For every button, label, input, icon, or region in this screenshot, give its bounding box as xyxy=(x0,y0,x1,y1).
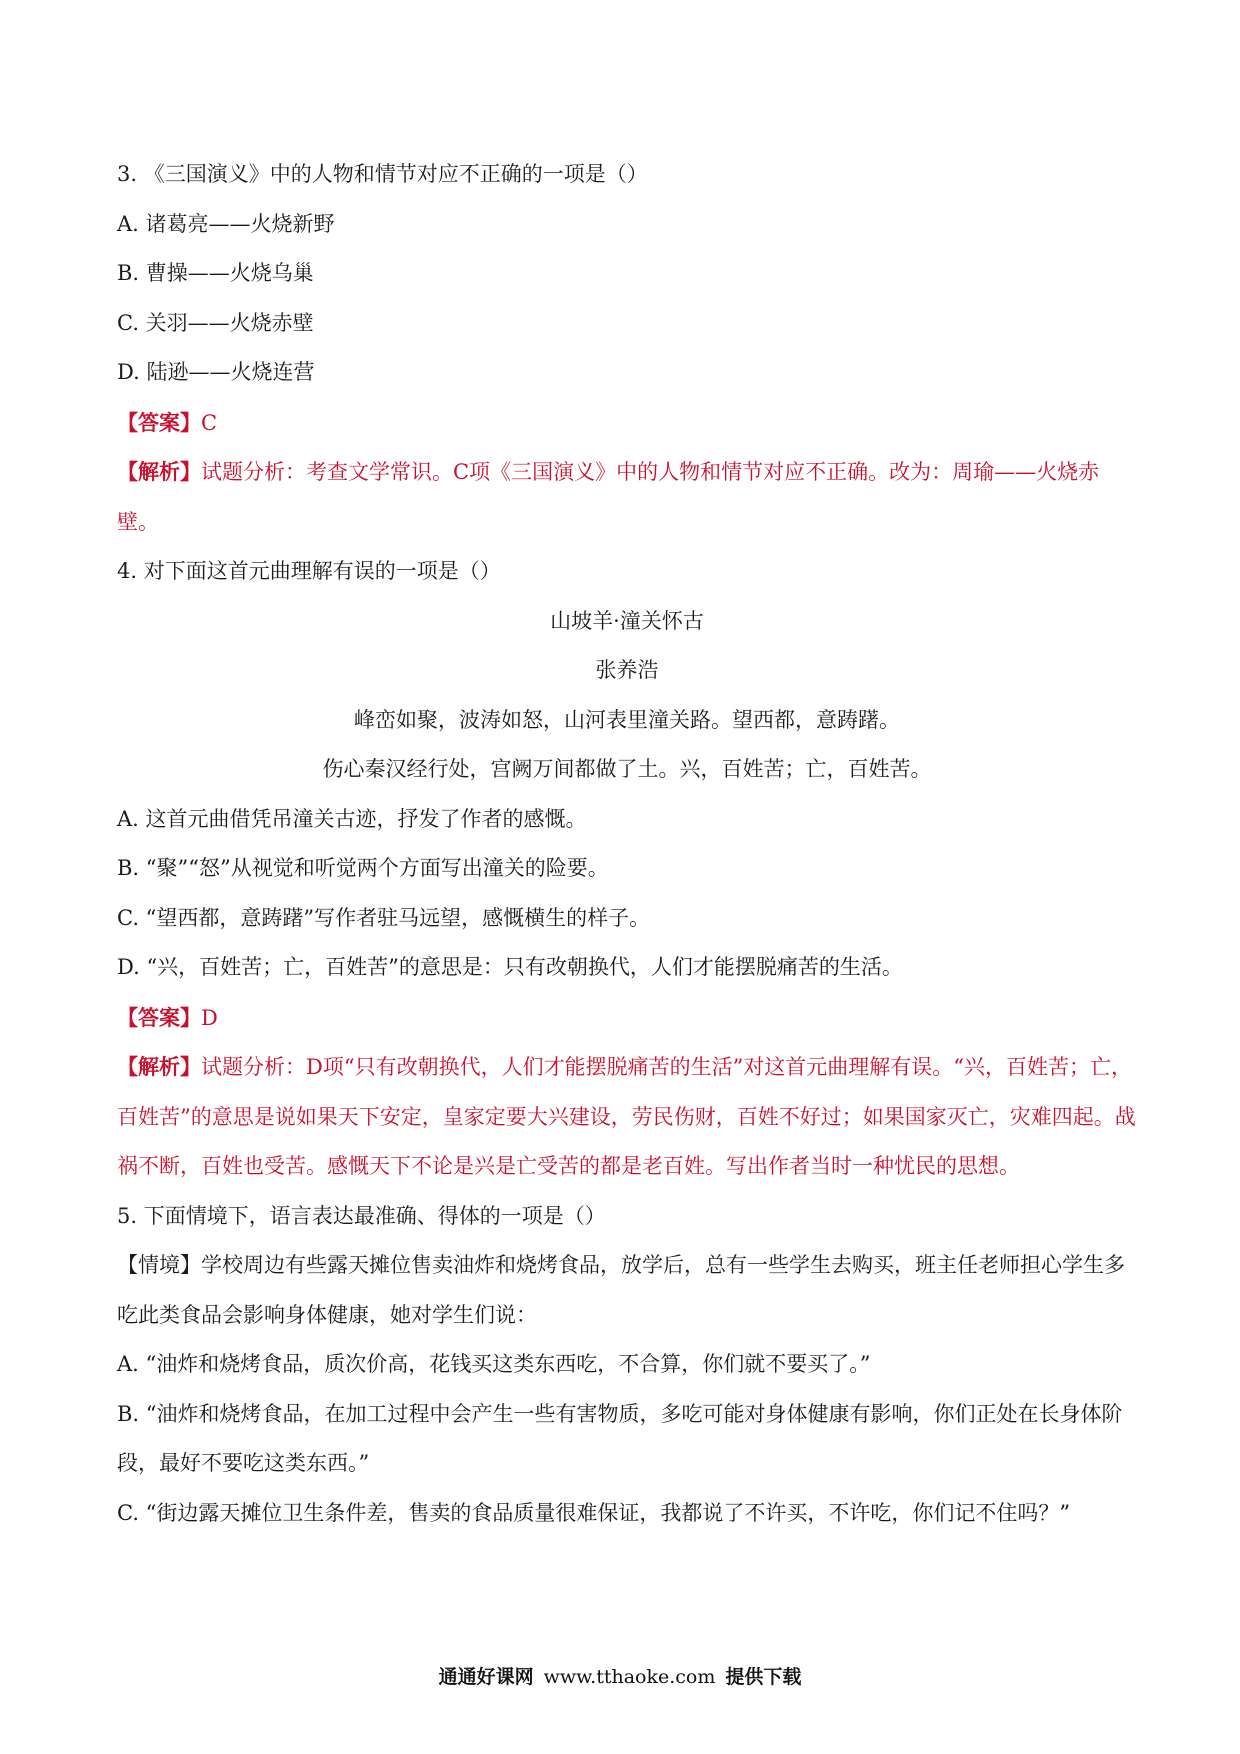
q5-option-b: B. “油炸和烧烤食品，在加工过程中会产生一些有害物质，多吃可能对身体健康有影响，你们正处在长身体阶段，最好不要吃这类东西。” xyxy=(117,1401,1123,1475)
q3-answer xyxy=(117,398,1137,448)
q3-analysis xyxy=(117,447,1137,547)
q3-answer-value: C xyxy=(201,410,218,435)
q4-analysis-label: 【解析】 xyxy=(117,1054,201,1079)
q5-context-label: 【情境】 xyxy=(117,1253,201,1277)
q4-analysis-text: 试题分析：D项“只有改朝换代，人们才能摆脱痛苦的生活”对这首元曲理解有误。“兴，百姓苦；亡，百姓苦”的意思是说如果天下安定，皇家定要大兴建设，劳民伤财，百姓不好过；如果国家灭亡，灾难四起。战祸不断，百姓也受苦。感慨天下不论是兴是亡受苦的都是老百姓。写出作者当时一种忧民的思想。 xyxy=(117,1055,1136,1178)
footer-url[interactable]: www.tthaoke.com xyxy=(543,1666,716,1688)
q4-answer xyxy=(117,993,1137,1043)
page-content xyxy=(117,150,1137,1538)
footer-brand: 通通好课网 xyxy=(438,1666,534,1688)
q5-stem: 5. 下面情境下，语言表达最准确、得体的一项是（） xyxy=(117,1203,606,1228)
q5-context-text: 学校周边有些露天摊位售卖油炸和烧烤食品，放学后，总有一些学生去购买，班主任老师担心学生多吃此类食品会影响身体健康，她对学生们说： xyxy=(117,1253,1125,1327)
footer-suffix: 提供下载 xyxy=(725,1666,802,1688)
q3-option-d: D. 陆逊——火烧连营 xyxy=(117,360,315,384)
q3-analysis-text: 试题分析：考查文学常识。C项《三国演义》中的人物和情节对应不正确。改为：周瑜——火烧赤壁。 xyxy=(117,460,1100,534)
poem-author: 张养浩 xyxy=(595,658,659,682)
q4-answer-value: D xyxy=(201,1005,218,1030)
q5-option-c: C. “街边露天摊位卫生条件差，售卖的食品质量很难保证，我都说了不许买，不许吃，你们记不住吗？” xyxy=(117,1500,1071,1525)
q4-option-d: D. “兴，百姓苦；亡，百姓苦”的意思是：只有改朝换代，人们才能摆脱痛苦的生活。 xyxy=(117,955,903,979)
q3-option-a: A. 诸葛亮——火烧新野 xyxy=(117,211,335,236)
q3-analysis-label: 【解析】 xyxy=(117,459,201,484)
q3-stem: 3. 《三国演义》中的人物和情节对应不正确的一项是（） xyxy=(117,162,648,186)
poem-line-2: 伤心秦汉经行处，宫阙万间都做了土。兴，百姓苦；亡，百姓苦。 xyxy=(322,757,932,781)
q4-analysis xyxy=(117,1042,1137,1192)
page-footer xyxy=(0,1662,1240,1689)
q4-option-a: A. 这首元曲借凭吊潼关古迹，抒发了作者的感慨。 xyxy=(117,806,587,831)
q3-option-c: C. 关羽——火烧赤壁 xyxy=(117,310,314,335)
poem-title: 山坡羊·潼关怀古 xyxy=(550,608,704,633)
q4-answer-label: 【答案】 xyxy=(117,1004,201,1030)
q5-option-a: A. “油炸和烧烤食品，质次价高，花钱买这类东西吃，不合算，你们就不要买了。” xyxy=(117,1352,871,1376)
q4-option-c: C. “望西都，意踌躇”写作者驻马远望，感慨横生的样子。 xyxy=(117,905,651,930)
q5-context xyxy=(117,1241,1137,1340)
q4-option-b: B. “聚”“怒”从视觉和听觉两个方面写出潼关的险要。 xyxy=(117,856,609,880)
q3-option-b: B. 曹操——火烧乌巢 xyxy=(117,261,314,285)
q3-answer-label: 【答案】 xyxy=(117,409,201,435)
q4-stem: 4. 对下面这首元曲理解有误的一项是（） xyxy=(117,559,501,583)
poem-line-1: 峰峦如聚，波涛如怒，山河表里潼关路。望西都，意踌躇。 xyxy=(354,707,900,732)
